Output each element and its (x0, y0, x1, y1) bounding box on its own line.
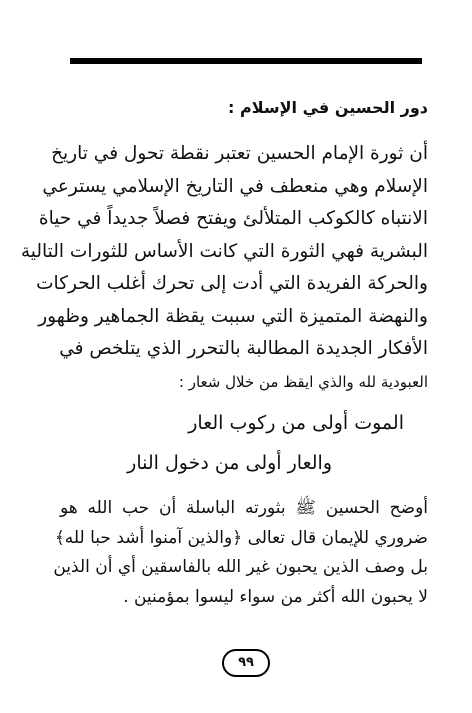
paragraph-line: الإسلام وهي منعطف في التاريخ الإسلامي يسترعي (42, 175, 428, 197)
section-heading: دور الحسين في الإسلام : (228, 98, 428, 117)
paragraph-line: الأفكار الجديدة المطالبة بالتحرر الذي يتلخص في (59, 338, 428, 359)
paragraph-line: ضروري للإيمان قال تعالى ﴿والذين آمنوا أشد حبا لله﴾ (54, 527, 428, 548)
paragraph-line: والحركة الفريدة التي أدت إلى تحرك أغلب الحركات (36, 273, 428, 294)
paragraph-line: الانتباه كالكوكب المتلألئ ويفتح فصلاً جديداً في حياة (38, 208, 428, 229)
paragraph-2 (53, 494, 428, 612)
paragraph-line: البشرية فهي الثورة التي كانت الأساس للثورات التالية (20, 240, 428, 262)
paragraph-line: لا يحبون الله أكثر من سواء ليسوا بمؤمنين . (123, 586, 428, 607)
top-rule (70, 58, 422, 64)
verse-line-1: الموت أولى من ركوب العار (188, 412, 404, 434)
paragraph-line: أن ثورة الإمام الحسين تعتبر نقطة تحول في تاريخ (51, 143, 428, 164)
paragraph-1 (20, 138, 428, 398)
verse-line-2: والعار أولى من دخول النار (127, 452, 332, 474)
paragraph-line: العبودية لله والذي ايقظ من خلال شعار : (178, 372, 428, 391)
paragraph-line: أوضح الحسين ﷺ بثورته الباسلة أن حب الله هو (60, 498, 428, 518)
paragraph-line: بل وصف الذين يحبون غير الله بالفاسقين أي أن الذين (53, 557, 428, 577)
page-number: ٩٩ (222, 649, 270, 677)
paragraph-line: والنهضة المتميزة التي سببت يقظة الجماهير وظهور (38, 305, 428, 327)
